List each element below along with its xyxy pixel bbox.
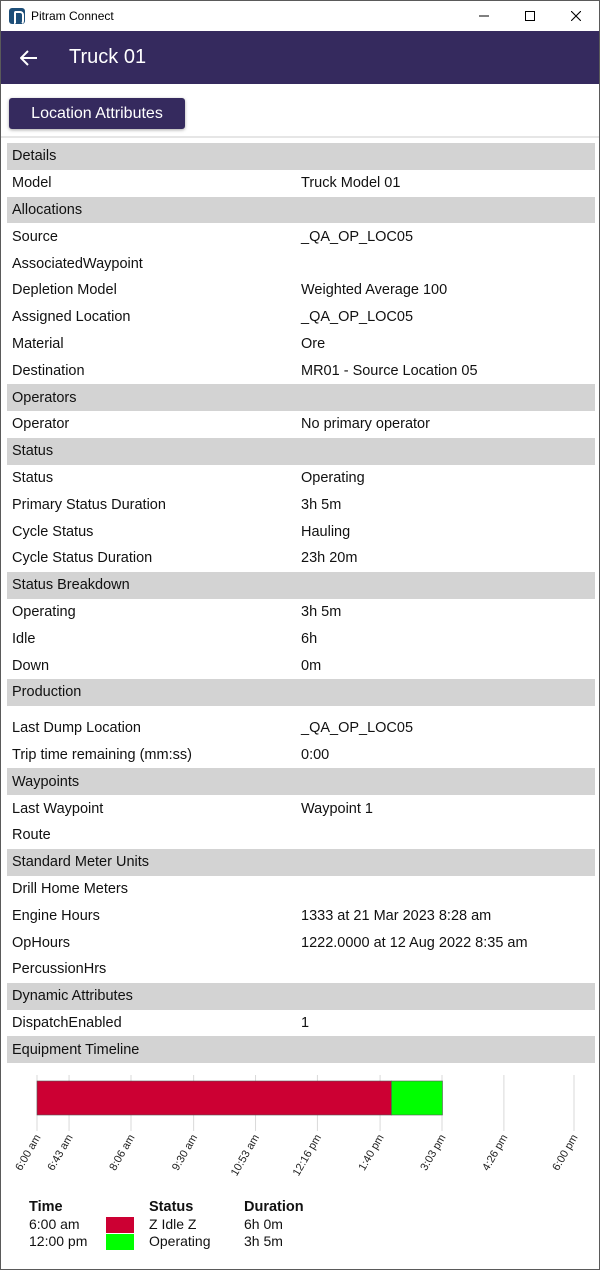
detail-row-primary-status-duration — [7, 491, 595, 518]
detail-label: Down — [12, 657, 50, 674]
back-button[interactable] — [1, 31, 57, 84]
detail-label: Operator — [12, 416, 70, 433]
legend-duration: 3h 5m — [244, 1233, 283, 1249]
timeline-segment-operating — [391, 1081, 442, 1115]
detail-row-route — [7, 822, 595, 849]
detail-value: Ore — [301, 335, 326, 352]
detail-row-material — [7, 331, 595, 358]
legend-duration: 6h 0m — [244, 1216, 283, 1232]
detail-label: Engine Hours — [12, 907, 100, 924]
detail-label: Drill Home Meters — [12, 880, 129, 897]
detail-label: Last Dump Location — [12, 720, 141, 737]
arrow-left-icon — [20, 50, 38, 66]
legend-status-header: Status — [149, 1199, 194, 1215]
detail-value: 0:00 — [301, 746, 330, 763]
detail-label: Operating — [12, 603, 76, 620]
detail-label: PercussionHrs — [12, 961, 107, 978]
detail-row-cycle-status-duration — [7, 545, 595, 572]
detail-row-operator — [7, 411, 595, 438]
detail-row-status — [7, 465, 595, 492]
timeline-tick-label: 6:00 am — [13, 1132, 44, 1173]
timeline-tick-label: 6:43 am — [45, 1132, 76, 1173]
title-bar — [1, 1, 599, 30]
section-standard-meter-units: Standard Meter Units — [7, 849, 595, 876]
section-dynamic-attributes: Dynamic Attributes — [7, 983, 595, 1010]
detail-row-engine-hours — [7, 902, 595, 929]
detail-row-last-dump-location — [7, 715, 595, 742]
detail-row-depletion-model — [7, 277, 595, 304]
detail-label: Assigned Location — [12, 309, 131, 326]
detail-label: Destination — [12, 362, 85, 379]
location-attributes-button[interactable]: Location Attributes — [9, 98, 185, 129]
detail-label: Source — [12, 228, 58, 245]
timeline-tick-label: 9:30 am — [169, 1132, 201, 1173]
detail-label: Trip time remaining (mm:ss) — [12, 746, 192, 763]
page-title: Truck 01 — [69, 46, 147, 68]
maximize-button[interactable] — [507, 1, 553, 30]
detail-row-destination — [7, 357, 595, 384]
section-production: Production — [7, 679, 595, 706]
detail-row-trip-time — [7, 742, 595, 769]
detail-value: Waypoint 1 — [301, 800, 373, 817]
detail-value: Hauling — [301, 523, 351, 540]
section-status-breakdown: Status Breakdown — [7, 572, 595, 599]
legend-time-header: Time — [29, 1199, 63, 1215]
detail-value: 6h — [301, 630, 318, 647]
detail-value: MR01 - Source Location 05 — [301, 362, 478, 379]
timeline-tick-label: 1:40 pm — [356, 1132, 387, 1173]
detail-value: _QA_OP_LOC05 — [301, 309, 414, 326]
detail-value: _QA_OP_LOC05 — [301, 720, 414, 737]
legend-duration-header: Duration — [244, 1199, 304, 1215]
detail-row-percussion-hrs — [7, 956, 595, 983]
legend-swatch-idle — [106, 1217, 134, 1233]
section-allocations: Allocations — [7, 197, 595, 224]
equipment-timeline-chart — [1, 1061, 599, 1201]
detail-value: _QA_OP_LOC05 — [301, 228, 414, 245]
detail-label: Depletion Model — [12, 282, 117, 299]
legend-status: Z Idle Z — [149, 1216, 197, 1232]
detail-row-assigned-location — [7, 304, 595, 331]
section-waypoints: Waypoints — [7, 768, 595, 795]
detail-row-source — [7, 223, 595, 250]
minimize-button[interactable] — [461, 1, 507, 30]
timeline-tick-label: 8:06 am — [107, 1132, 138, 1173]
window-controls — [461, 1, 599, 30]
detail-value: 3h 5m — [301, 496, 342, 513]
detail-label: Last Waypoint — [12, 800, 104, 817]
timeline-tick-label: 6:00 pm — [550, 1132, 581, 1173]
section-equipment-timeline: Equipment Timeline — [7, 1036, 595, 1063]
timeline-segment-z-idle-z — [37, 1081, 391, 1115]
section-details: Details — [7, 143, 595, 170]
detail-row-operating — [7, 599, 595, 626]
detail-value: Truck Model 01 — [301, 175, 401, 192]
legend-time: 6:00 am — [29, 1216, 80, 1232]
app-header — [1, 31, 599, 84]
detail-row-down — [7, 652, 595, 679]
detail-value: 0m — [301, 657, 322, 674]
timeline-legend — [29, 1199, 589, 1259]
legend-swatch-operating — [106, 1234, 134, 1250]
detail-label: Primary Status Duration — [12, 496, 166, 513]
detail-row-idle — [7, 625, 595, 652]
detail-value: Operating — [301, 469, 365, 486]
section-operators: Operators — [7, 384, 595, 411]
detail-value: 3h 5m — [301, 603, 342, 620]
detail-value: 1222.0000 at 12 Aug 2022 8:35 am — [301, 934, 528, 951]
app-logo-icon — [9, 8, 25, 24]
details-list — [7, 143, 595, 1063]
detail-row-ophours — [7, 929, 595, 956]
detail-label: AssociatedWaypoint — [12, 255, 143, 272]
detail-label: OpHours — [12, 934, 71, 951]
detail-label: Model — [12, 175, 52, 192]
timeline-tick-label: 4:26 pm — [480, 1132, 511, 1173]
maximize-icon — [525, 11, 535, 21]
detail-row-associated-waypoint — [7, 250, 595, 277]
legend-time: 12:00 pm — [29, 1233, 88, 1249]
detail-row-cycle-status — [7, 518, 595, 545]
section-status: Status — [7, 438, 595, 465]
detail-label: Route — [12, 827, 51, 844]
app-title: Pitram Connect — [31, 8, 114, 23]
detail-value: No primary operator — [301, 416, 430, 433]
legend-status: Operating — [149, 1233, 211, 1249]
close-icon — [571, 11, 581, 21]
detail-row-model — [7, 170, 595, 197]
detail-label: Status — [12, 469, 54, 486]
detail-value: Weighted Average 100 — [301, 282, 448, 299]
timeline-tick-label: 12:16 pm — [290, 1132, 325, 1179]
detail-label: Material — [12, 335, 64, 352]
detail-row-last-waypoint — [7, 795, 595, 822]
minimize-icon — [479, 11, 489, 21]
timeline-tick-label: 10:53 am — [228, 1132, 263, 1179]
detail-label: Idle — [12, 630, 36, 647]
toolbar — [1, 84, 599, 138]
detail-label: DispatchEnabled — [12, 1014, 122, 1031]
detail-row-drill-home-meters — [7, 876, 595, 903]
timeline-svg — [1, 1061, 599, 1201]
detail-value: 23h 20m — [301, 550, 358, 567]
detail-label: Cycle Status — [12, 523, 94, 540]
detail-label: Cycle Status Duration — [12, 550, 153, 567]
detail-value: 1333 at 21 Mar 2023 8:28 am — [301, 907, 492, 924]
close-button[interactable] — [553, 1, 599, 30]
detail-value: 1 — [301, 1014, 310, 1031]
timeline-tick-label: 3:03 pm — [418, 1132, 449, 1173]
spacer — [7, 706, 595, 715]
detail-row-dispatch-enabled — [7, 1010, 595, 1037]
